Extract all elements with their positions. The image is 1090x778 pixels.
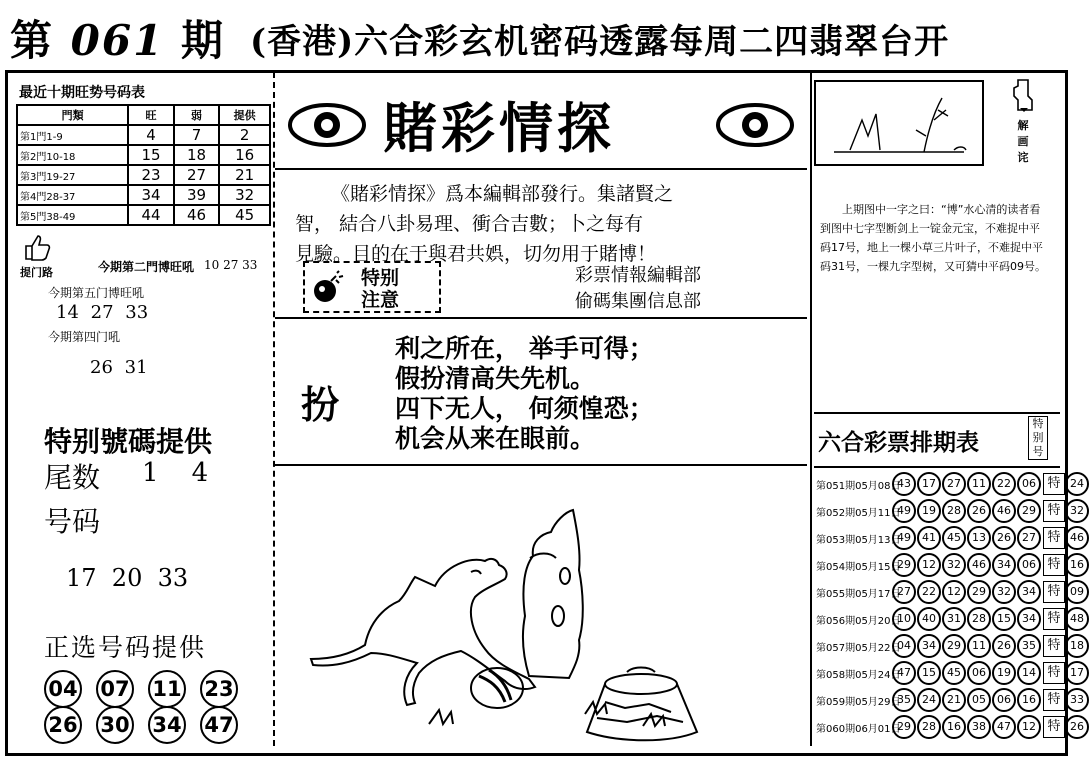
table-row [17,185,270,205]
draw-number: 46 [992,499,1016,523]
draw-number: 34 [992,553,1016,577]
cell-wang: 44 [128,205,173,225]
hint-label: 提门路 [20,266,53,279]
notice-label-2: 注意 [361,289,400,311]
draw-number: 22 [917,580,941,604]
draw-number: 29 [892,553,916,577]
select-number: 23 [200,670,238,708]
schedule-row [816,526,1090,550]
door5-label: 今期第五门博旺吼 [48,286,145,300]
draw-number: 45 [942,661,966,685]
eye-icon [715,102,795,148]
schedule-row [816,580,1090,604]
recent-ten-table [16,82,271,226]
draw-number: 26 [992,634,1016,658]
special-number: 46 [1065,526,1089,550]
schedule-row [816,553,1090,577]
schedule-title: 六合彩票排期表 [818,429,979,456]
poem-line: 假扮清高失先机。 [395,364,596,393]
middle-column [275,72,807,746]
table-row [17,125,270,145]
row-label: 第5門38-49 [17,205,128,225]
special-number: 32 [1065,499,1089,523]
issue-suffix: 期 [180,16,225,65]
special-number: 24 [1065,472,1089,496]
draw-number: 12 [942,580,966,604]
cell-ruo: 7 [174,125,219,145]
special-number: 18 [1065,634,1089,658]
draw-number: 14 [1017,661,1041,685]
draw-number: 28 [967,607,991,631]
draw-number: 35 [1017,634,1041,658]
select-number: 47 [200,706,238,744]
special-char: 特 [1043,554,1065,576]
door4-label: 今期第四门吼 [48,330,121,344]
issue-date: 第055期05月17日 [816,588,901,600]
intro-section [275,169,807,319]
door4-numbers: 26 31 [90,357,148,378]
draw-number: 13 [967,526,991,550]
notice-box [303,261,441,313]
draw-number: 45 [942,526,966,550]
special-number: 33 [1065,688,1089,712]
intro-line: 見驗。目的在于與君共娯，切勿用于賭博！ [295,243,657,265]
col-header: 弱 [174,105,219,125]
schedule-row [816,715,1090,739]
schedule-row [816,499,1090,523]
banner-title: 賭彩情探 [383,96,615,160]
draw-number: 26 [967,499,991,523]
select-number: 07 [96,670,134,708]
draw-number: 29 [967,580,991,604]
cell-ruo: 39 [174,185,219,205]
issue-date: 第053期05月13日 [816,534,901,546]
notice-label-1: 特别 [361,267,400,289]
special-char: 特 [1043,500,1065,522]
table-row [17,145,270,165]
special-number: 17 [1065,661,1089,685]
draw-number: 11 [967,634,991,658]
page-title: (香港)六合彩玄机密码透露每周二四翡翠台开 [250,22,950,62]
left-column [8,72,275,746]
poem-key: 扮 [301,382,340,427]
issue-heading [10,8,225,68]
table-header-row [17,105,270,125]
draw-number: 29 [892,715,916,739]
draw-number: 29 [1017,499,1041,523]
draw-number: 28 [942,499,966,523]
draw-number: 19 [917,499,941,523]
draw-number: 47 [992,715,1016,739]
banner [275,72,807,170]
draw-number: 22 [992,472,1016,496]
draw-number: 06 [1017,553,1041,577]
schedule-row [816,607,1090,631]
poem-line: 机会从来在眼前。 [395,424,596,453]
poem-line: 利之所在， 举手可得； [395,334,654,363]
issue-date: 第060期06月01日 [816,723,901,735]
cell-tigong: 16 [219,145,270,165]
cell-wang: 4 [128,125,173,145]
issue-prefix: 第 [10,16,55,65]
special-number-title: 特别號碼提供 [44,425,213,458]
draw-number: 19 [992,661,1016,685]
draw-number: 27 [1017,526,1041,550]
draw-number: 06 [1017,472,1041,496]
side-label: 解画诧 [1017,119,1029,164]
cell-ruo: 46 [174,205,219,225]
draw-number: 35 [892,688,916,712]
select-number: 30 [96,706,134,744]
poem-line: 四下无人， 何须惶恐； [395,394,654,423]
eye-icon [287,102,367,148]
schedule-row [816,634,1090,658]
draw-number: 49 [892,499,916,523]
draw-number: 16 [1017,688,1041,712]
door2-numbers: 10 27 33 [204,258,258,272]
code-values: 17 20 33 [66,564,189,592]
row-label: 第2門10-18 [17,145,128,165]
cell-ruo: 27 [174,165,219,185]
special-number: 26 [1065,715,1089,739]
select-number: 26 [44,706,82,744]
draw-number: 31 [942,607,966,631]
special-char: 特 [1043,716,1065,738]
draw-number: 27 [942,472,966,496]
draw-number: 41 [917,526,941,550]
cell-tigong: 2 [219,125,270,145]
draw-number: 29 [942,634,966,658]
publisher-1: 彩票情報編輯部 [575,265,701,286]
publisher-2: 偷碼集團信息部 [575,291,701,312]
select-numbers-row-1 [44,670,274,708]
special-char: 特 [1043,473,1065,495]
draw-number: 04 [892,634,916,658]
draw-number: 21 [942,688,966,712]
cell-wang: 34 [128,185,173,205]
special-char: 特 [1043,581,1065,603]
draw-number: 43 [892,472,916,496]
select-numbers-row-2 [44,706,274,744]
special-number: 09 [1065,580,1089,604]
poem-section [275,318,807,466]
special-char: 特 [1043,635,1065,657]
col-header: 旺 [128,105,173,125]
schedule-header [814,412,1060,468]
special-char: 特 [1043,608,1065,630]
cell-wang: 23 [128,165,173,185]
draw-number: 12 [917,553,941,577]
draw-number: 16 [942,715,966,739]
puzzle-illustration [275,466,807,746]
draw-number: 46 [967,553,991,577]
pointing-hand-icon [1012,78,1036,112]
draw-number: 27 [892,580,916,604]
draw-number: 06 [967,661,991,685]
draw-number: 28 [917,715,941,739]
draw-number: 34 [917,634,941,658]
schedule-row [816,661,1090,685]
thumbs-up-icon [22,232,52,262]
schedule-row [816,472,1090,496]
tail-label: 尾数 [44,461,101,494]
bomb-icon [311,271,345,305]
poem [395,334,654,454]
issue-date: 第057期05月22日 [816,642,901,654]
draw-number: 34 [1017,580,1041,604]
table-row [17,205,270,225]
draw-number: 15 [992,607,1016,631]
special-char: 特 [1043,527,1065,549]
special-number: 16 [1065,553,1089,577]
cell-tigong: 32 [219,185,270,205]
door2-label: 今期第二門博旺吼 [98,260,195,274]
draw-number: 38 [967,715,991,739]
issue-number: 061 [70,16,165,65]
special-char: 特 [1043,662,1065,684]
draw-number: 40 [917,607,941,631]
cell-tigong: 21 [219,165,270,185]
last-issue-explanation: 上期图中一字之曰：“博”水心清的读者看到图中七字型断剑上一锭金元宝，不难捉中平码17号，地上一棵小草三片叶子，不难捉中平码31号，一棵九字型树，又可猜中平码09号。 [820,203,1046,273]
cell-ruo: 18 [174,145,219,165]
code-label: 号码 [44,505,101,538]
cell-wang: 15 [128,145,173,165]
draw-number: 47 [892,661,916,685]
select-number: 04 [44,670,82,708]
row-label: 第4門28-37 [17,185,128,205]
draw-number: 06 [992,688,1016,712]
special-tag: 特别号 [1028,416,1048,460]
right-column [810,72,1084,746]
draw-number: 15 [917,661,941,685]
col-header: 門類 [17,105,128,125]
draw-number: 17 [917,472,941,496]
draw-number: 32 [992,580,1016,604]
draw-number: 34 [1017,607,1041,631]
draw-number: 10 [892,607,916,631]
issue-date: 第051期05月08日 [816,480,901,492]
select-number: 11 [148,670,186,708]
select-number: 34 [148,706,186,744]
special-number: 48 [1065,607,1089,631]
table-row [17,165,270,185]
row-label: 第1門1-9 [17,125,128,145]
intro-line: 《賭彩情探》爲本編輯部發行。集諸賢之 [331,183,674,205]
issue-date: 第054期05月15日 [816,561,901,573]
tail-values: 1 4 [142,458,209,488]
draw-number: 05 [967,688,991,712]
special-char: 特 [1043,689,1065,711]
row-label: 第3門19-27 [17,165,128,185]
select-title: 正选号码提供 [44,633,207,662]
issue-date: 第052期05月11日 [816,507,901,519]
draw-number: 32 [942,553,966,577]
issue-date: 第058期05月24日 [816,669,901,681]
cell-tigong: 45 [219,205,270,225]
draw-number: 49 [892,526,916,550]
table-caption: 最近十期旺势号码表 [19,85,145,101]
intro-line: 智， 結合八卦易理、衝合吉數；卜之每有 [295,213,644,235]
draw-number: 24 [917,688,941,712]
issue-date: 第056期05月20日 [816,615,901,627]
draw-number: 11 [967,472,991,496]
door5-numbers: 14 27 33 [56,302,149,323]
issue-date: 第059期05月29日 [816,696,901,708]
riddle-picture [814,80,984,166]
col-header: 提供 [219,105,270,125]
intro-text [295,179,673,269]
schedule-row [816,688,1090,712]
draw-number: 26 [992,526,1016,550]
draw-number: 12 [1017,715,1041,739]
